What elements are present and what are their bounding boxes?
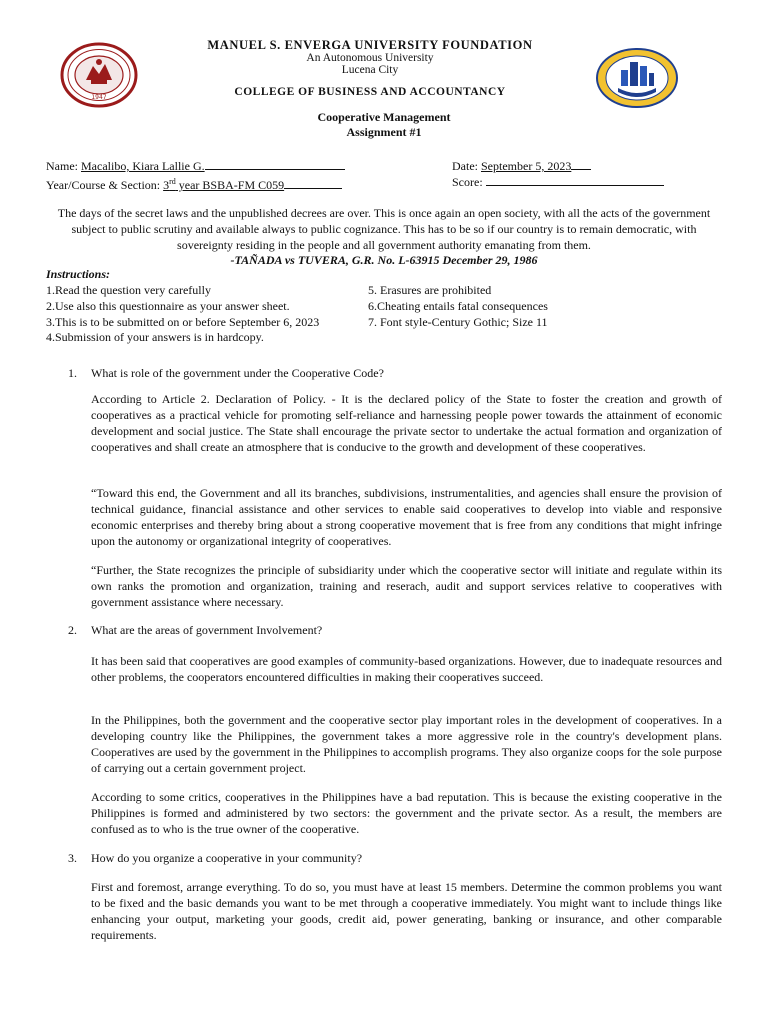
- score-label: Score:: [452, 175, 486, 189]
- date-underline: [571, 158, 591, 170]
- year-underline: [284, 177, 342, 189]
- instruction-item: 3.This is to be submitted on or before September 6, 2023: [46, 314, 320, 329]
- course-name: Cooperative Management: [317, 110, 451, 124]
- instructions-left-column: [46, 283, 319, 346]
- instructions-title: Instructions:: [46, 267, 111, 281]
- year-suffix: rd: [169, 177, 176, 186]
- assignment-title: [0, 110, 768, 140]
- question-number: 1.: [68, 366, 77, 380]
- university-city: Lucena City: [341, 64, 399, 76]
- quote-citation: -TAÑADA vs TUVERA, G.R. No. L-63915 December 29, 1986: [230, 253, 538, 268]
- instruction-item: 1.Read the question very carefully: [46, 283, 211, 297]
- instruction-item: 6.Cheating entails fatal consequences: [368, 298, 548, 313]
- quote-text: The days of the secret laws and the unpublished decrees are over. This is once again an open society, with all the acts of the government subject to public scrutiny and available always to public cognizance. This has to be so if our country is to remain democratic, with sovereignty residing in the people and all government authority emanating from them.: [57, 206, 711, 252]
- seal-year-text: 1947: [91, 94, 107, 101]
- question-3: [68, 851, 362, 866]
- name-line: [46, 158, 345, 174]
- answer-paragraph: It has been said that cooperatives are good examples of community-based organizations. However, due to inadequate resources and other problems, the cooperators encountered difficulties in making their cooperatives succeed.: [91, 654, 722, 685]
- score-line: [452, 174, 664, 190]
- answer-paragraph: “Further, the State recognizes the principle of subsidiarity under which the cooperative sector will initiate and regulate within its own ranks the promotion and organization, training and reserach, audit and support services relative to cooperatives with government assistance where necessary.: [91, 563, 722, 610]
- answer-paragraph: First and foremost, arrange everything. To do so, you must have at least 15 members. Determine the common problems you want to be fixed and the basic demands you want to be met through a cooperative immediately. You might want to include things like enhancing your output, marketing your goods, credit aid, power generating, banking or insurance, and other comparable requirements.: [91, 880, 722, 943]
- question-text: How do you organize a cooperative in your community?: [91, 851, 363, 865]
- epigraph-quote: [46, 206, 722, 269]
- year-rest: year BSBA-FM C059: [175, 178, 285, 192]
- name-underline: [205, 158, 345, 170]
- instructions-right-column: [368, 283, 548, 330]
- date-label: Date:: [452, 159, 481, 173]
- question-1: [68, 366, 384, 381]
- answer-paragraph: In the Philippines, both the government and the cooperative sector play important roles in the development of cooperatives. In a developing country like the Philippines, the government takes a more aggressive role in the country's development plans. Cooperatives are used by the government in the Philippines to accomplish programs. They also organize coops for the sole purpose of carrying out a certain government project.: [91, 713, 722, 776]
- year-ordinal: 3: [163, 178, 170, 192]
- instruction-item: 2.Use also this questionnaire as your answer sheet.: [46, 298, 290, 313]
- instruction-item: 5. Erasures are prohibited: [368, 283, 492, 297]
- name-label: Name:: [46, 159, 81, 173]
- answer-paragraph: “Toward this end, the Government and all its branches, subdivisions, instrumentalities, and agencies shall ensure the provision of technical guidance, financial assistance and other services to enable said cooperatives to develop into viable and responsive economic enterprises and thereby bring about a strong cooperative movement that is free from any conditions that might infringe upon the autonomy or organizational integrity of cooperatives.: [91, 486, 722, 549]
- name-value: Macalibo, Kiara Lallie G.: [81, 159, 205, 173]
- question-text: What is role of the government under the Cooperative Code?: [91, 366, 384, 380]
- assignment-number: Assignment #1: [346, 125, 422, 139]
- answer-paragraph: According to some critics, cooperatives in the Philippines have a bad reputation. This is because the existing cooperative in the Philippines is formed and administered by two sectors: the government and the private sector. As a result, the members are confused as to who is the true owner of the cooperative.: [91, 790, 722, 837]
- university-subtitle: An Autonomous University: [306, 52, 434, 64]
- year-label: Year/Course & Section:: [46, 178, 164, 192]
- score-blank: [486, 174, 664, 186]
- year-line: [46, 174, 342, 193]
- instruction-item: 4.Submission of your answers is in hardcopy.: [46, 330, 264, 345]
- question-2: [68, 623, 322, 638]
- date-line: [452, 158, 591, 174]
- question-text: What are the areas of government Involvement?: [91, 623, 323, 637]
- university-name: MANUEL S. ENVERGA UNIVERSITY FOUNDATION: [207, 38, 533, 52]
- instruction-item: 7. Font style-Century Gothic; Size 11: [368, 314, 548, 329]
- date-value: September 5, 2023: [481, 159, 572, 173]
- college-name: COLLEGE OF BUSINESS AND ACCOUNTANCY: [234, 86, 506, 98]
- question-number: 2.: [68, 623, 77, 637]
- university-header: [150, 38, 590, 76]
- college-logo: [596, 48, 678, 108]
- question-number: 3.: [68, 851, 77, 865]
- answer-paragraph: According to Article 2. Declaration of Policy. - It is the declared policy of the State to foster the creation and growth of cooperatives as a practical vehicle for promoting self-reliance and harnessing people power towards the attainment of economic development and social justice. The State shall encourage the private sector to undertake the actual formation and organization of cooperatives and shall create an atmosphere that is conducive to the growth and development of these cooperatives.: [91, 392, 722, 455]
- university-seal-logo: [60, 42, 138, 108]
- year-value: [163, 178, 284, 192]
